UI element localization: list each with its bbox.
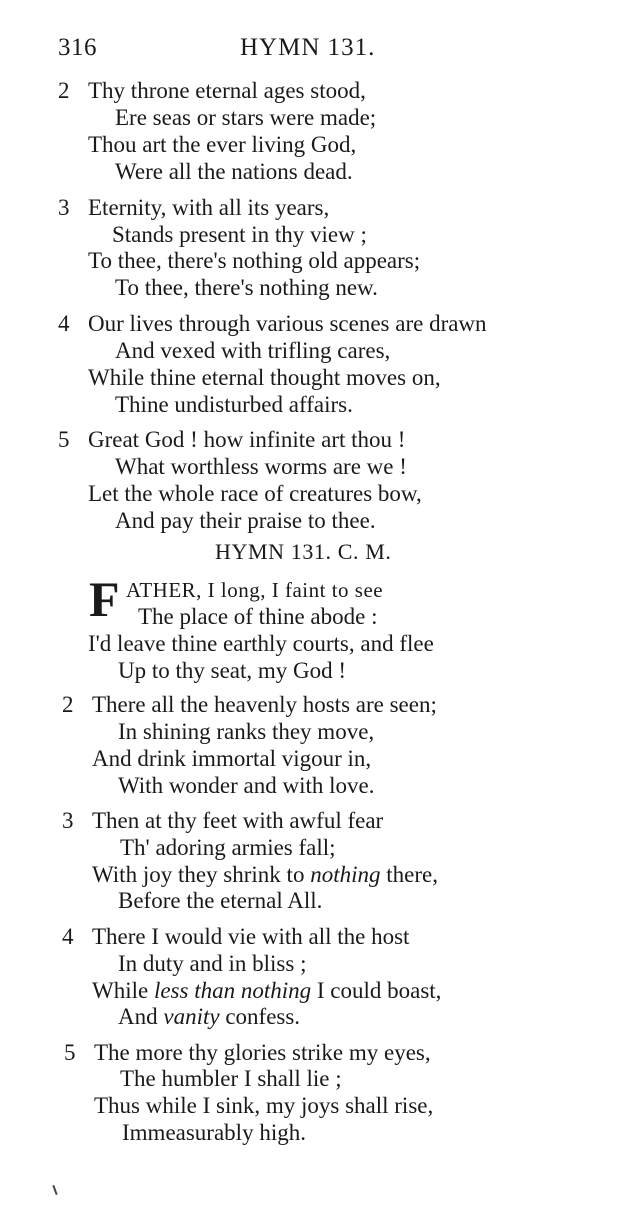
stanza-number: 4: [58, 311, 70, 336]
line-text: With joy they shrink to: [92, 862, 311, 887]
verse-line: Great God ! how infinite art thou !: [88, 427, 406, 452]
verse-line: Stands present in thy view ;: [112, 222, 367, 247]
italic-emphasis: vanity: [163, 1004, 220, 1029]
line-text: I could boast,: [311, 978, 442, 1003]
verse-line: And drink immortal vigour in,: [92, 746, 372, 771]
verse-line: Ere seas or stars were made;: [115, 105, 377, 130]
verse-line: [92, 979, 441, 1002]
italic-emphasis: nothing: [310, 862, 381, 887]
line-text: there,: [380, 862, 438, 887]
verse-line: Our lives through various scenes are drawn: [88, 311, 487, 336]
verse-line: What worthless worms are we !: [115, 454, 407, 479]
verse-line: The place of thine abode :: [138, 604, 378, 629]
verse-line: There I would vie with all the host: [92, 924, 410, 949]
verse-line: To thee, there's nothing new.: [115, 275, 378, 300]
verse-line: Before the eternal All.: [118, 888, 323, 913]
page-number: 316: [58, 34, 97, 61]
verse-line: Thy throne eternal ages stood,: [88, 78, 366, 103]
verse-line: Eternity, with all its years,: [88, 195, 330, 220]
verse-line: While thine eternal thought moves on,: [88, 365, 441, 390]
page-header: [58, 34, 598, 70]
verse-line: And vexed with trifling cares,: [115, 338, 391, 363]
verse-line: With wonder and with love.: [118, 773, 375, 798]
line-text: And: [118, 1004, 164, 1029]
verse-line: In shining ranks they move,: [118, 719, 375, 744]
verse-line: There all the heavenly hosts are seen;: [92, 692, 437, 717]
running-title: HYMN 131.: [240, 34, 376, 61]
verse-line: The humbler I shall lie ;: [120, 1066, 342, 1091]
stanza-number: 2: [62, 692, 74, 717]
stanza-number: 4: [62, 924, 74, 949]
stanza-number: 3: [62, 808, 74, 833]
verse-line: To thee, there's nothing old appears;: [88, 248, 421, 273]
verse-line: Up to thy seat, my God !: [118, 658, 347, 683]
verse-line: Th' adoring armies fall;: [120, 835, 336, 860]
verse-line: Thine undisturbed affairs.: [115, 392, 353, 417]
verse-line: The more thy glories strike my eyes,: [94, 1040, 431, 1065]
hymn-heading: HYMN 131. C. M.: [215, 539, 392, 564]
paper-speck: [52, 1185, 57, 1195]
verse-line: In duty and in bliss ;: [118, 951, 307, 976]
verse-line: Let the whole race of creatures bow,: [88, 481, 422, 506]
verse-line: I'd leave thine earthly courts, and flee: [88, 631, 434, 656]
verse-line: Were all the nations dead.: [115, 159, 353, 184]
verse-line: Then at thy feet with awful fear: [92, 808, 384, 833]
verse-line: Thus while I sink, my joys shall rise,: [94, 1093, 434, 1118]
stanza-number: 5: [64, 1040, 76, 1065]
drop-cap: F: [89, 571, 120, 627]
first-line-rest: ATHER, I long, I faint to see: [126, 578, 384, 602]
italic-emphasis: less than nothing: [153, 978, 312, 1003]
verse-line: [126, 578, 383, 601]
stanza-number: 5: [58, 427, 70, 452]
stanza-number: 2: [58, 78, 70, 103]
stanza-number: 3: [58, 195, 70, 220]
verse-line: [92, 863, 438, 886]
line-text: While: [92, 978, 154, 1003]
verse-line: Immeasurably high.: [122, 1120, 306, 1145]
verse-line: And pay their praise to thee.: [115, 508, 376, 533]
verse-line: [118, 1005, 300, 1028]
line-text: confess.: [219, 1004, 301, 1029]
verse-line: Thou art the ever living God,: [88, 132, 357, 157]
